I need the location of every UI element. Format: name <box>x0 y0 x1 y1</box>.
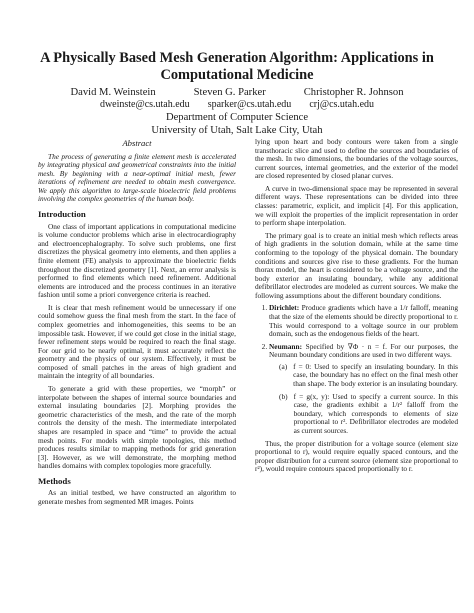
author-name: David M. Weinstein <box>70 87 156 98</box>
condition-item-neumann <box>269 343 458 436</box>
author-email: crj@cs.utah.edu <box>309 99 375 110</box>
body-paragraph: As an initial testbed, we have constructed an algorithm to generate meshes from segmented MR images. Points <box>38 488 236 506</box>
case-label: (a) <box>279 361 288 371</box>
abstract-heading: Abstract <box>122 138 152 148</box>
condition-name: Dirichlet: <box>269 303 300 313</box>
body-paragraph: The primary goal is to create an initial mesh which reflects areas of high gradients in the solution domain, while at the same time conforming to the topology of the physical domain. The boundary conditions and sources give rise to these gradients. For the human thorax model, the heart is considered to be a voltage source, and the body exterior an insulating boundary, while any additional defibrillator electrodes are modeled as current sources. We make the following assumptions about the different boundary conditions. <box>255 230 458 300</box>
condition-text: Produce gradients which have a 1/r falloff, meaning that the size of the elements should be directly proportional to r. This would correspond to a voltage source in our problem domain, such as the endogenous fields of the heart. <box>269 303 458 339</box>
author-list <box>0 86 474 99</box>
right-column <box>255 138 458 478</box>
case-text: f = 0: Used to specify an insulating boundary. In this case, the boundary has no effect on the final mesh other than shape. The body exterior is an insulating boundary. <box>293 361 458 389</box>
author-name: Steven G. Parker <box>193 87 266 98</box>
condition-name: Neumann: <box>269 341 303 351</box>
left-column <box>38 139 236 511</box>
paper-header <box>0 50 474 137</box>
affiliation-department: Department of Computer Science <box>165 112 309 123</box>
case-label: (b) <box>279 391 288 401</box>
case-text: f = g(x, y): Used to specify a current source. In this case, the gradients exhibit a 1/r² falloff from the boundary, which corresponds to elements of size proportional to r². Defibrillator electrodes are modeled as current sources. <box>293 391 458 435</box>
abstract-text: The process of generating a finite element mesh is accelerated by integrating physical and geometrical constraints into the initial mesh. By beginning with a near-optimal initial mesh, fewer iterations of refinement are needed to obtain mesh convergence. We apply this algorithm to large-scale bioelectric field problems involving the complex geometries of the human body. <box>38 151 236 204</box>
boundary-condition-list <box>255 304 458 435</box>
body-paragraph: A curve in two-dimensional space may be represented in several different ways. These representations can be divided into three classes: parametric, explicit, and implicit [4]. For this application, we will exploit the properties of the implicit representation in order to perform shape interpolation. <box>255 183 458 228</box>
email-list <box>0 99 474 111</box>
author-email: dweinste@cs.utah.edu <box>99 99 190 110</box>
section-heading-methods: Methods <box>38 475 71 486</box>
body-paragraph: Thus, the proper distribution for a voltage source (element size proportional to r), would require equally spaced contours, and the proper distribution for a current source (element size proportional to r²), would require contours spaced proportionally to r. <box>255 438 458 474</box>
neumann-case <box>279 393 458 436</box>
author-name: Christopher R. Johnson <box>303 87 404 98</box>
author-email: sparker@cs.utah.edu <box>207 99 292 110</box>
affiliation-university: University of Utah, Salt Lake City, Utah <box>151 125 323 136</box>
paper-title: A Physically Based Mesh Generation Algorithm: Applications in Computational Medicine <box>40 50 434 83</box>
neumann-case <box>279 363 458 389</box>
body-paragraph: One class of important applications in computational medicine is volume conductor problems which arise in electrocardiography and electroencephalography. To solve such problems, one first discretizes the physical geometry into elements, and then applies a finite element (FE) analysis to approximate the bioelectric fields throughout the discretized geometry [1]. Next, an error analysis is performed to find elements which need refinement. Additional elements are introduced and the process continues in an iterative fashion until some a priori convergence criteria is reached. <box>38 221 236 300</box>
body-paragraph: It is clear that mesh refinement would be unnecessary if one could somehow guess the final mesh from the start. In the face of complex geometries and inhomogeneities, this seems to be an impossible task. However, if we could get close in the initial stage, fewer refinement steps would be required to reach the final stage. For our grid to be nearly optimal, it must accurately reflect the geometry and the physics of our system. Effectively, it must be composed of small patches in the areas of high gradient and maintain the integrity of all boundaries. <box>38 302 236 381</box>
neumann-case-list <box>269 363 458 436</box>
condition-item-dirichlet <box>269 304 458 338</box>
condition-text: Specified by ∇Φ · n = f. For our purposes, the Neumann boundary conditions are used in two different ways. <box>269 341 458 360</box>
body-paragraph: lying upon heart and body contours were taken from a single transthoracic slice and used to define the sources and boundaries of the mesh. In two dimensions, the boundaries of the voltage sources, current sources, internal geometries, and the exterior of the model are closed represented by closed planar curves. <box>255 137 458 181</box>
body-paragraph: To generate a grid with these properties, we “morph” or interpolate between the shapes of internal source boundaries and external insulating boundaries [2]. Morphing provides the geometric characteristics of the mesh, and the rate of the morph controls the density of the mesh. The intermediate interpolated shapes are resampled in space and “time” to provide the actual mesh points. For models with simple topologies, this method produces results similar to mapping methods for grid generation [3]. However, as we will demonstrate, the morphing method handles domains with complex topologies more gracefully. <box>38 384 236 471</box>
section-heading-introduction: Introduction <box>38 209 86 220</box>
